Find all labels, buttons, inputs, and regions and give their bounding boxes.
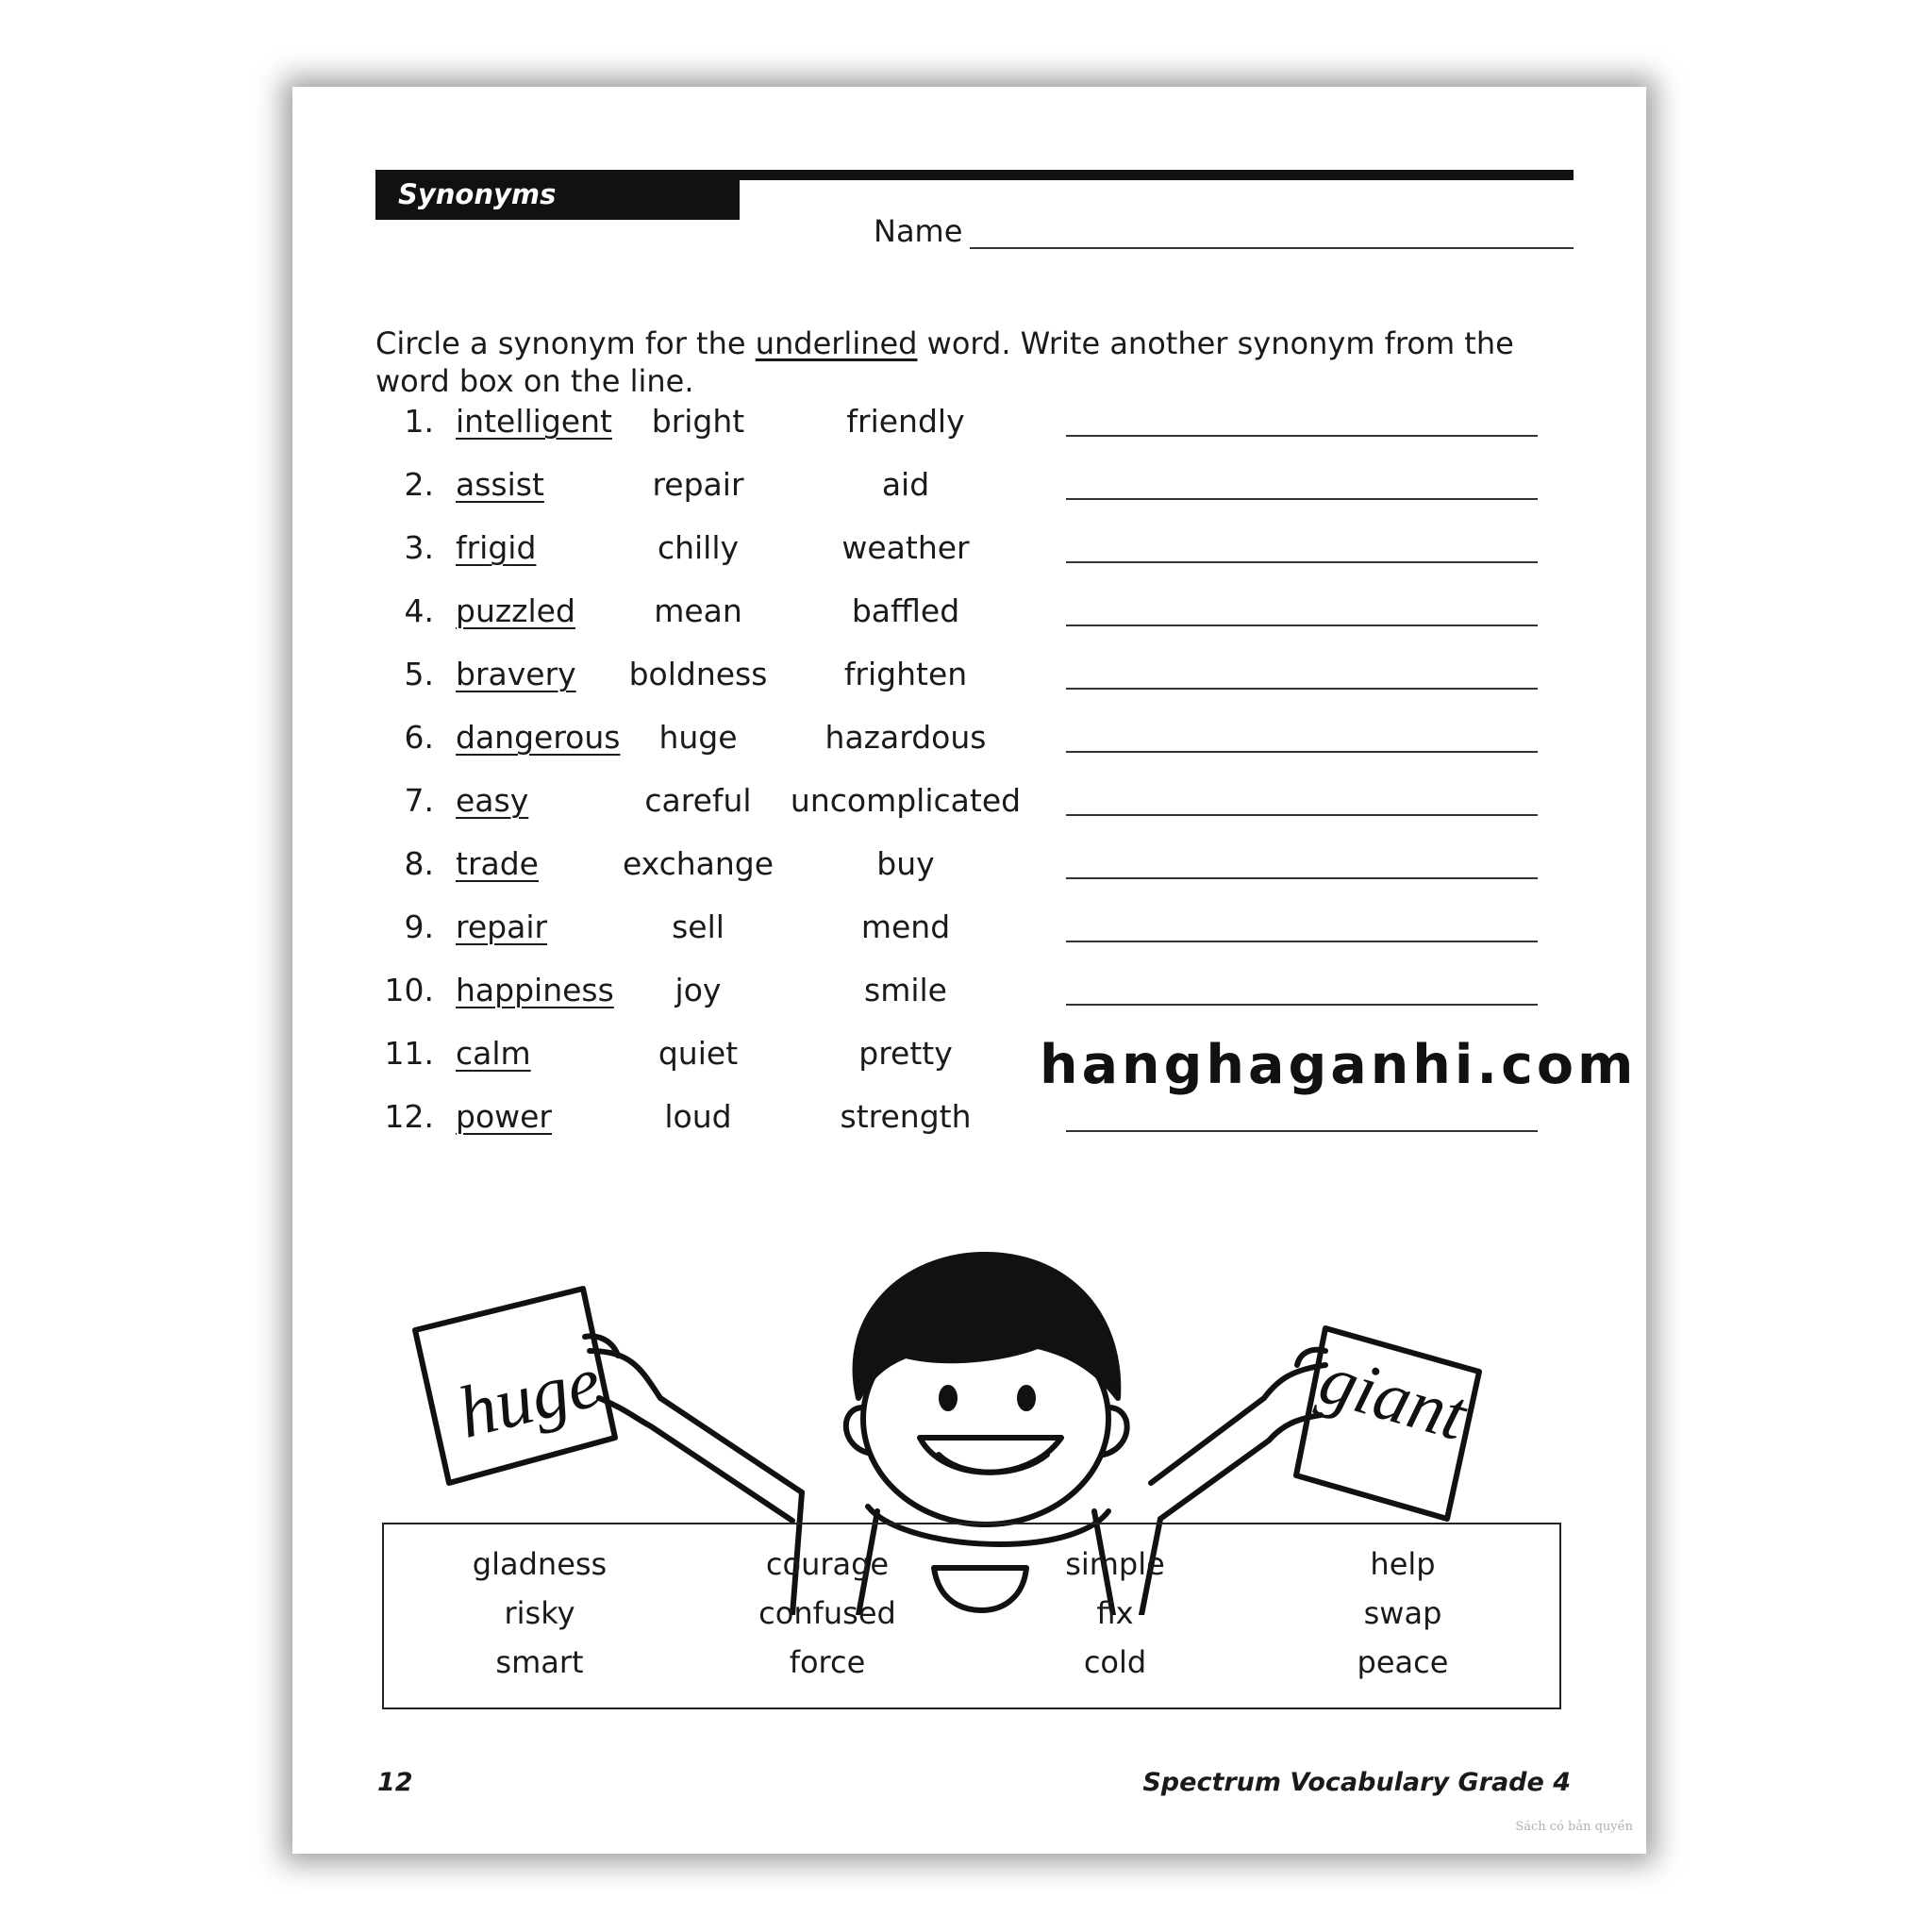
answer-line[interactable] (1066, 625, 1538, 626)
answer-line[interactable] (1066, 751, 1538, 753)
exercise-row (292, 399, 1613, 444)
answer-line[interactable] (1066, 877, 1538, 879)
choice-2[interactable]: weather (841, 529, 970, 566)
target-word: assist (456, 466, 544, 503)
item-number: 10. (384, 972, 434, 1008)
target-word: frigid (456, 529, 537, 566)
choice-2[interactable]: mend (860, 908, 951, 945)
word-box-word: risky (504, 1595, 575, 1631)
word-box-column-3 (992, 1540, 1238, 1687)
answer-line[interactable] (1066, 1130, 1538, 1132)
exercise-row (292, 1094, 1613, 1140)
word-box-word: confused (758, 1595, 896, 1631)
target-word: calm (456, 1035, 531, 1072)
item-number: 6. (404, 719, 434, 756)
word-box-word: fix (1096, 1595, 1134, 1631)
choice-2[interactable]: baffled (851, 592, 960, 629)
choice-1[interactable]: careful (644, 782, 752, 819)
word-box-word: smart (495, 1644, 584, 1680)
exercise-row (292, 525, 1613, 571)
choice-2[interactable]: friendly (846, 403, 965, 440)
answer-line[interactable] (1066, 688, 1538, 690)
target-word: repair (456, 908, 548, 945)
item-number: 7. (404, 782, 434, 819)
exercise-row (292, 905, 1613, 950)
choice-1[interactable]: joy (675, 972, 722, 1008)
exercise-row (292, 841, 1613, 887)
exercise-row (292, 968, 1613, 1013)
choice-1[interactable]: chilly (657, 529, 740, 566)
target-word: puzzled (456, 592, 575, 629)
word-box-column-1 (417, 1540, 662, 1687)
word-box-column-4 (1280, 1540, 1525, 1687)
target-word: power (456, 1098, 552, 1135)
exercise-row (292, 462, 1613, 508)
card-right-word: giant (1311, 1339, 1475, 1457)
answer-line[interactable] (1066, 1004, 1538, 1006)
target-word: happiness (456, 972, 614, 1008)
choice-1[interactable]: loud (664, 1098, 732, 1135)
choice-1[interactable]: quiet (658, 1035, 739, 1072)
word-box (382, 1523, 1561, 1709)
answer-line[interactable] (1066, 498, 1538, 500)
target-word: intelligent (456, 403, 612, 440)
choice-2[interactable]: strength (840, 1098, 972, 1135)
choice-2[interactable]: buy (876, 845, 935, 882)
choice-1[interactable]: repair (652, 466, 744, 503)
choice-2[interactable]: uncomplicated (790, 782, 1022, 819)
choice-2[interactable]: pretty (858, 1035, 953, 1072)
choice-2[interactable]: frighten (843, 656, 968, 692)
choice-2[interactable]: aid (881, 466, 930, 503)
choice-1[interactable]: sell (672, 908, 724, 945)
exercise-row (292, 715, 1613, 760)
worksheet-page (292, 87, 1646, 1854)
choice-1[interactable]: bright (651, 403, 745, 440)
item-number: 3. (404, 529, 434, 566)
target-word: dangerous (456, 719, 621, 756)
choice-1[interactable]: huge (658, 719, 738, 756)
answer-line[interactable] (1066, 435, 1538, 437)
choice-2[interactable]: smile (864, 972, 947, 1008)
choice-2[interactable]: hazardous (824, 719, 987, 756)
target-word: easy (456, 782, 529, 819)
item-number: 9. (404, 908, 434, 945)
choice-1[interactable]: boldness (628, 656, 768, 692)
choice-1[interactable]: exchange (622, 845, 774, 882)
exercise-row (292, 652, 1613, 697)
answer-line[interactable] (1066, 941, 1538, 942)
target-word: bravery (456, 656, 576, 692)
item-number: 2. (404, 466, 434, 503)
word-box-word: simple (1065, 1546, 1165, 1582)
word-box-word: force (789, 1644, 866, 1680)
item-number: 4. (404, 592, 434, 629)
word-box-word: courage (765, 1546, 890, 1582)
instructions: Circle a synonym for the underlined word. Write another synonym from the word box on the line. (375, 325, 1514, 399)
watermark-text: hanghaganhi.com (1040, 1034, 1638, 1096)
item-number: 8. (404, 845, 434, 882)
section-title: Synonyms (398, 178, 557, 210)
word-box-word: cold (1083, 1644, 1147, 1680)
name-field-line[interactable] (970, 247, 1574, 249)
answer-line[interactable] (1066, 561, 1538, 563)
page-number: 12 (377, 1768, 413, 1797)
exercise-row (292, 778, 1613, 824)
item-number: 5. (404, 656, 434, 692)
word-box-word: help (1370, 1546, 1436, 1582)
exercise-row (292, 589, 1613, 634)
item-number: 1. (404, 403, 434, 440)
copyright-note: Sách có bản quyền (1515, 1820, 1633, 1834)
book-title: Spectrum Vocabulary Grade 4 (1142, 1768, 1571, 1797)
choice-1[interactable]: mean (654, 592, 742, 629)
word-box-column-2 (705, 1540, 950, 1687)
word-box-word: peace (1357, 1644, 1449, 1680)
name-label: Name (874, 213, 963, 249)
item-number: 12. (384, 1098, 434, 1135)
word-box-word: swap (1363, 1595, 1442, 1631)
word-box-word: gladness (472, 1546, 608, 1582)
card-left-word: huge (449, 1339, 609, 1454)
answer-line[interactable] (1066, 814, 1538, 816)
target-word: trade (456, 845, 539, 882)
item-number: 11. (384, 1035, 434, 1072)
underlined-word: underlined (755, 325, 918, 361)
